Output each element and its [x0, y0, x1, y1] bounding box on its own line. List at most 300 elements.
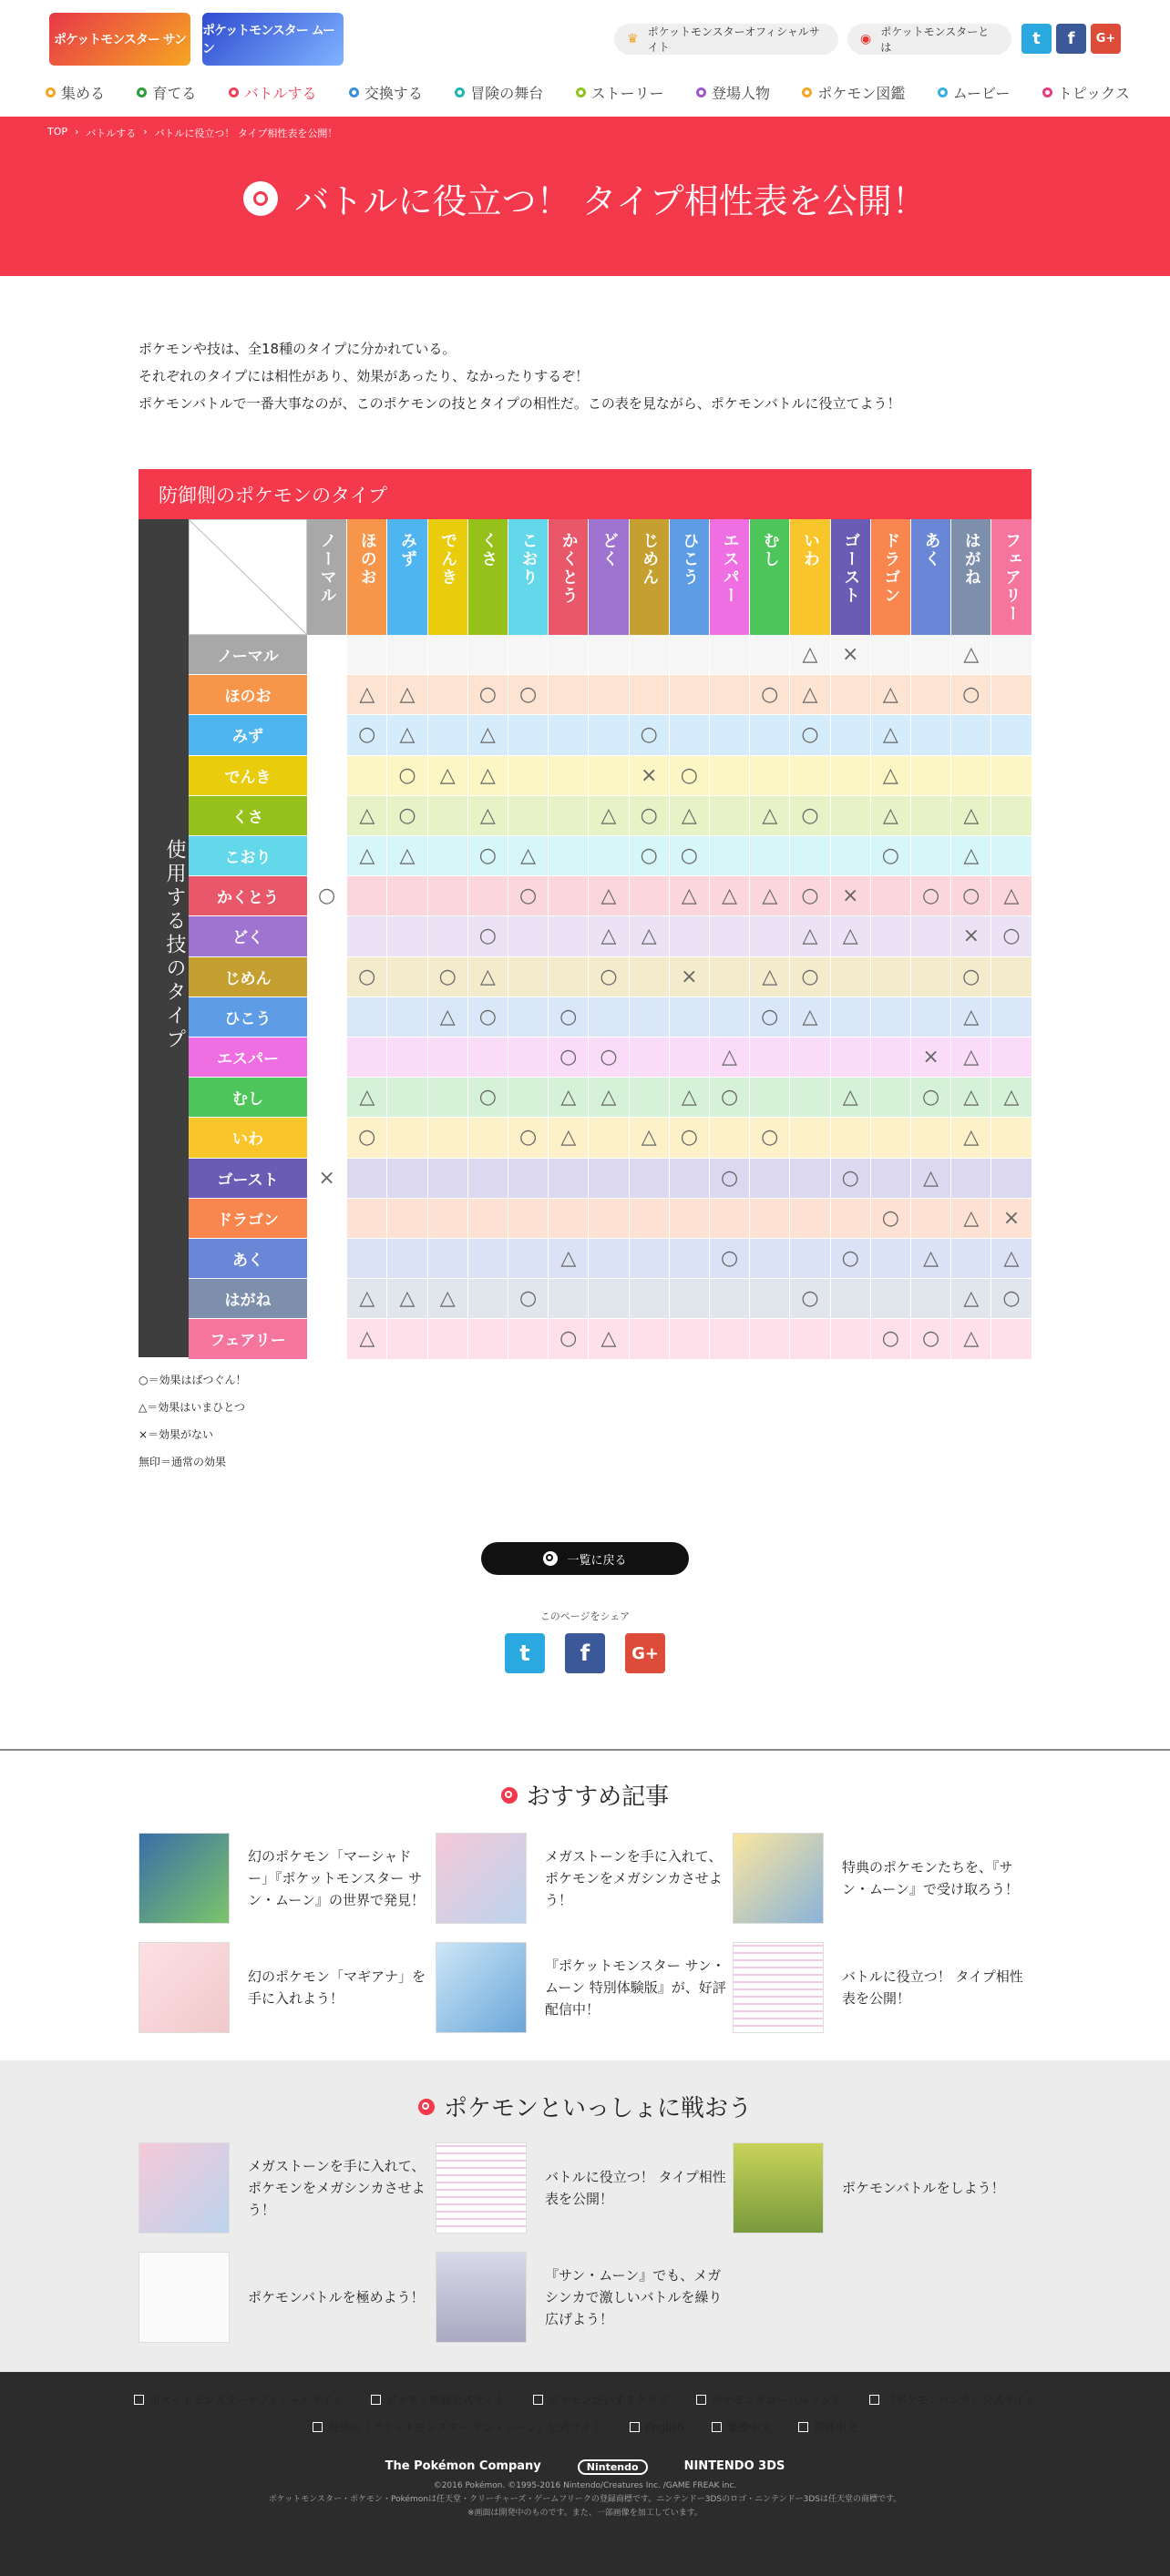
chart-cell: ○	[508, 1279, 549, 1319]
article-title: ポケモンバトルをしよう！	[842, 2180, 1005, 2196]
chart-cell	[750, 1078, 790, 1118]
chart-cell	[790, 1199, 830, 1239]
chart-cell: △	[589, 1319, 629, 1359]
chart-cell	[307, 635, 347, 675]
article-thumbnail	[139, 2142, 230, 2234]
breadcrumb	[47, 126, 337, 140]
row-header-7: どく	[189, 916, 307, 956]
share-twitter-icon[interactable]: t	[505, 1633, 545, 1673]
chart-cell	[750, 1199, 790, 1239]
chart-cell	[871, 1078, 911, 1118]
chart-cell: △	[630, 1118, 670, 1158]
chart-cell	[991, 997, 1031, 1038]
chart-cell	[911, 916, 951, 956]
chart-cell	[387, 957, 427, 997]
intro-text: ポケモンや技は、全18種のタイプに分かれている。 それぞれのタイプには相性があり、効果があったり、なかったりするぞ！ ポケモンバトルで一番大事なのが、このポケモンの技とタイプの相性だ。この表を見ながら、ポケモンバトルに役立てよう！	[139, 341, 901, 412]
chart-cell	[307, 1279, 347, 1319]
chart-cell	[347, 916, 387, 956]
chart-cell: △	[630, 916, 670, 956]
chart-cell: △	[670, 796, 710, 836]
nav-item-4[interactable]	[455, 82, 543, 103]
chart-cell	[911, 1199, 951, 1239]
nintendo-3ds-logo: NINTENDO 3DS	[683, 2459, 785, 2473]
chart-cell	[307, 957, 347, 997]
article-card[interactable]	[436, 1833, 727, 1924]
chart-cell: △	[347, 1279, 387, 1319]
chart-cell	[307, 756, 347, 796]
column-header-11: むし	[750, 519, 790, 635]
article-thumbnail	[436, 1942, 527, 2033]
nav-item-1[interactable]	[137, 82, 196, 103]
chart-cell: △	[387, 675, 427, 715]
row-header-14: ドラゴン	[189, 1199, 307, 1239]
chart-cell	[307, 796, 347, 836]
column-header-12: いわ	[790, 519, 830, 635]
article-card[interactable]	[733, 2142, 1024, 2234]
article-card[interactable]	[733, 1833, 1024, 1924]
nav-dot-icon	[349, 87, 359, 97]
chart-cell	[549, 916, 589, 956]
logo-sun[interactable]: ポケットモンスター サン	[49, 13, 190, 66]
chart-cell	[871, 876, 911, 916]
chart-cell: △	[549, 1239, 589, 1279]
article-title: メガストーンを手に入れて、ポケモンをメガシンカさせよう！	[248, 2158, 426, 2218]
chart-cell	[871, 1118, 911, 1158]
row-header-8: じめん	[189, 957, 307, 997]
footer-link[interactable]: 『ポケモンバンク』公式サイト	[869, 2392, 1036, 2407]
chart-cell	[991, 1319, 1031, 1359]
logo-moon[interactable]: ポケットモンスター ムーン	[202, 13, 344, 66]
chart-cell	[508, 1159, 549, 1199]
chart-cell	[508, 635, 549, 675]
article-card[interactable]	[139, 2252, 430, 2343]
chart-cell	[710, 715, 750, 755]
article-title: 幻のポケモン「マーシャドー」『ポケットモンスター サン・ムーン』の世界で発見！	[248, 1848, 425, 1908]
chart-cell: ○	[710, 1239, 750, 1279]
chart-cell	[468, 876, 508, 916]
nav-item-label: バトルする	[243, 85, 317, 102]
chart-cell: ○	[790, 796, 830, 836]
chart-cell	[790, 1319, 830, 1359]
chart-cell: △	[790, 997, 830, 1038]
chart-cell: ○	[750, 675, 790, 715]
chart-cell: △	[387, 1279, 427, 1319]
nav-item-0[interactable]	[46, 82, 105, 103]
chart-cell: △	[710, 1038, 750, 1078]
chart-cell	[670, 916, 710, 956]
chart-cell	[307, 1038, 347, 1078]
chart-cell	[790, 1239, 830, 1279]
footer-link[interactable]: ポケモングローバルリンク	[696, 2392, 842, 2407]
chart-cell	[307, 997, 347, 1038]
chart-cell	[951, 756, 991, 796]
share-google-plus-icon[interactable]: G+	[625, 1633, 665, 1673]
footer-link[interactable]: ポケモン映画公式サイト	[371, 2392, 506, 2407]
chart-cell: △	[428, 756, 468, 796]
column-header-1: ほのお	[347, 519, 387, 635]
chart-cell	[831, 997, 871, 1038]
chart-cell	[750, 916, 790, 956]
nav-item-label: ムービー	[952, 85, 1011, 102]
pokemon-company-logo: The Pokémon Company	[385, 2459, 541, 2473]
row-header-13: ゴースト	[189, 1159, 307, 1199]
chart-cell: △	[991, 1239, 1031, 1279]
pokeball-icon	[543, 1551, 558, 1566]
pokeball-icon	[418, 2099, 435, 2115]
chart-cell	[468, 1279, 508, 1319]
nav-item-6[interactable]	[696, 82, 770, 103]
chart-cell	[750, 1159, 790, 1199]
chart-cell	[589, 997, 629, 1038]
chart-cell	[630, 1159, 670, 1199]
chart-cell	[790, 1078, 830, 1118]
article-thumbnail	[436, 2252, 527, 2343]
chart-cell	[911, 756, 951, 796]
column-header-14: ドラゴン	[871, 519, 911, 635]
column-header-5: こおり	[508, 519, 549, 635]
chart-cell	[670, 1038, 710, 1078]
chart-cell: △	[951, 1319, 991, 1359]
chart-cell	[347, 997, 387, 1038]
chart-cell	[911, 957, 951, 997]
nav-item-3[interactable]	[349, 82, 423, 103]
chart-cell: ○	[670, 756, 710, 796]
chart-cell: △	[468, 796, 508, 836]
chart-cell: ○	[911, 1078, 951, 1118]
footer-link[interactable]: English	[630, 2419, 684, 2435]
chart-cell	[508, 1239, 549, 1279]
defense-heading: 防御側のポケモンのタイプ	[139, 469, 1031, 519]
chart-cell: △	[347, 675, 387, 715]
chart-cell: ×	[911, 1038, 951, 1078]
chart-cell	[589, 1239, 629, 1279]
chart-cell	[549, 1199, 589, 1239]
chart-cell	[630, 675, 670, 715]
chart-cell	[831, 957, 871, 997]
chart-cell	[831, 675, 871, 715]
google-plus-icon[interactable]: G+	[1091, 24, 1121, 54]
chart-cell	[670, 715, 710, 755]
chart-cell: ○	[468, 997, 508, 1038]
chart-cell: ×	[951, 916, 991, 956]
chart-cell	[387, 916, 427, 956]
footer-link[interactable]: 简体中文	[798, 2419, 857, 2435]
chart-cell: ×	[630, 756, 670, 796]
article-title: バトルに役立つ！ タイプ相性表を公開！	[545, 2169, 726, 2207]
article-thumbnail	[139, 1833, 230, 1924]
chart-cell	[750, 836, 790, 876]
chart-cell	[428, 715, 468, 755]
row-header-6: かくとう	[189, 876, 307, 916]
chart-cell	[831, 1118, 871, 1158]
chart-cell	[670, 1239, 710, 1279]
chart-cell	[468, 1319, 508, 1359]
nav-dot-icon	[1042, 87, 1052, 97]
article-card[interactable]	[139, 1833, 430, 1924]
chart-cell	[991, 836, 1031, 876]
footer-link[interactable]: ポケットモンスターオフィシャルサイト	[134, 2392, 343, 2407]
chart-cell	[710, 1199, 750, 1239]
article-card[interactable]	[436, 1942, 727, 2033]
official-site-link[interactable]: ♛ ポケットモンスターオフィシャルサイト	[614, 24, 838, 55]
chart-cell	[911, 997, 951, 1038]
chart-cell	[549, 876, 589, 916]
footer-links	[0, 2392, 1170, 2407]
chart-cell	[387, 997, 427, 1038]
chart-cell	[387, 1118, 427, 1158]
chart-cell	[991, 1159, 1031, 1199]
chart-cell: △	[911, 1239, 951, 1279]
chart-cell	[307, 916, 347, 956]
chart-cell	[387, 635, 427, 675]
chart-cell: △	[750, 876, 790, 916]
chart-cell	[630, 1078, 670, 1118]
chart-cell	[991, 756, 1031, 796]
chart-cell	[831, 1279, 871, 1319]
chart-cell: ○	[387, 796, 427, 836]
article-card[interactable]	[436, 2252, 727, 2343]
chart-cell	[468, 1038, 508, 1078]
chart-cell	[991, 635, 1031, 675]
row-header-3: でんき	[189, 756, 307, 796]
chart-cell: △	[468, 756, 508, 796]
chart-cell: △	[871, 756, 911, 796]
twitter-icon[interactable]: t	[1021, 24, 1052, 54]
chart-cell	[589, 715, 629, 755]
chart-cell	[508, 715, 549, 755]
chart-cell	[508, 1319, 549, 1359]
chart-cell	[630, 1279, 670, 1319]
chart-cell	[790, 836, 830, 876]
chart-cell	[387, 1199, 427, 1239]
chart-cell: ×	[307, 1159, 347, 1199]
site-header	[0, 0, 1170, 117]
chevron-right-icon: ›	[143, 126, 148, 138]
chart-cell	[831, 1038, 871, 1078]
together-heading: ポケモンといっしょに戦おう	[0, 2090, 1170, 2123]
nav-dot-icon	[576, 87, 586, 97]
article-title: 『ポケットモンスター サン・ムーン 特別体験版』が、好評配信中！	[545, 1958, 726, 2018]
breadcrumb-top[interactable]: TOP	[47, 126, 68, 138]
row-header-1: ほのお	[189, 675, 307, 715]
chart-cell	[630, 1038, 670, 1078]
chart-cell	[670, 1319, 710, 1359]
column-header-9: ひこう	[670, 519, 710, 635]
chart-cell: △	[991, 1078, 1031, 1118]
nav-item-9[interactable]	[1042, 82, 1130, 103]
column-header-6: かくとう	[549, 519, 589, 635]
chart-cell: ×	[991, 1199, 1031, 1239]
pokeball-icon: ◉	[860, 32, 872, 46]
chart-cell	[710, 675, 750, 715]
chart-cell: △	[871, 715, 911, 755]
chart-cell	[991, 796, 1031, 836]
chart-cell: ○	[589, 957, 629, 997]
chart-cell: △	[951, 1078, 991, 1118]
facebook-icon[interactable]: f	[1056, 24, 1086, 54]
chart-cell: ○	[508, 1118, 549, 1158]
chart-cell	[428, 796, 468, 836]
footer-link[interactable]: 海外の『ポケットモンスター サン・ムーン』公式サイト	[313, 2419, 602, 2435]
type-chart	[139, 469, 1031, 1351]
chart-cell	[710, 635, 750, 675]
article-card[interactable]	[139, 2142, 430, 2234]
breadcrumb-battle[interactable]: バトルする	[86, 128, 137, 139]
chart-cell	[589, 675, 629, 715]
column-header-8: じめん	[630, 519, 670, 635]
article-title: バトルに役立つ！ タイプ相性表を公開！	[842, 1968, 1023, 2007]
chart-cell: △	[871, 675, 911, 715]
chart-cell: △	[790, 916, 830, 956]
row-header-16: はがね	[189, 1279, 307, 1319]
chart-cell	[428, 1118, 468, 1158]
row-header-4: くさ	[189, 796, 307, 836]
chart-cell	[428, 1078, 468, 1118]
footer-link[interactable]: 繁體中文	[712, 2419, 771, 2435]
chart-cell	[589, 1118, 629, 1158]
article-thumbnail	[733, 1833, 824, 1924]
chart-cell: △	[347, 796, 387, 836]
footer-link[interactable]: ポケモンだいすきクラブ	[533, 2392, 669, 2407]
chart-cell	[670, 675, 710, 715]
nav-item-label: ストーリー	[590, 85, 664, 102]
recommended-heading: おすすめ記事	[0, 1778, 1170, 1812]
chart-cell: ○	[468, 1078, 508, 1118]
chart-cell	[630, 1199, 670, 1239]
chart-cell	[630, 1239, 670, 1279]
chart-cell	[911, 796, 951, 836]
share-facebook-icon[interactable]: f	[565, 1633, 605, 1673]
nav-item-label: 冒険の舞台	[470, 85, 544, 102]
chart-cell	[790, 756, 830, 796]
chart-cell	[951, 715, 991, 755]
chart-cell	[428, 876, 468, 916]
chart-cell	[670, 997, 710, 1038]
article-card[interactable]	[139, 1942, 430, 2033]
chart-cell	[428, 1038, 468, 1078]
chart-cell	[911, 635, 951, 675]
chart-cell: ○	[951, 876, 991, 916]
chart-cell: ○	[871, 1199, 911, 1239]
chart-cell: ○	[831, 1159, 871, 1199]
nintendo-logo: Nintendo	[578, 2459, 648, 2475]
chart-cell: ○	[630, 796, 670, 836]
nav-dot-icon	[938, 87, 948, 97]
chart-cell: △	[951, 635, 991, 675]
chart-cell	[307, 675, 347, 715]
chart-cell: ×	[831, 876, 871, 916]
chart-cell	[347, 635, 387, 675]
nav-item-label: 育てる	[152, 85, 197, 102]
nav-dot-icon	[46, 87, 56, 97]
chart-cell: △	[387, 715, 427, 755]
chart-cell: ○	[790, 715, 830, 755]
back-to-list-button[interactable]: 一覧に戻る	[481, 1542, 689, 1575]
nav-item-5[interactable]	[576, 82, 664, 103]
chart-cell	[831, 715, 871, 755]
chart-cell	[630, 957, 670, 997]
chart-cell: △	[831, 1078, 871, 1118]
nav-item-label: ポケモン図鑑	[817, 85, 906, 102]
column-header-7: どく	[589, 519, 629, 635]
chart-cell: ○	[790, 876, 830, 916]
chart-cell: ○	[790, 957, 830, 997]
chart-cell	[387, 1159, 427, 1199]
about-pokemon-link[interactable]: ◉ ポケットモンスターとは	[847, 24, 1011, 55]
chart-cell	[468, 1199, 508, 1239]
chevron-right-icon: ›	[75, 126, 79, 138]
chart-cell: ○	[508, 675, 549, 715]
table-corner	[189, 519, 307, 635]
article-card[interactable]	[733, 1942, 1024, 2033]
chart-cell	[589, 635, 629, 675]
chart-cell	[508, 796, 549, 836]
chart-cell	[871, 957, 911, 997]
chart-cell	[347, 756, 387, 796]
main-nav	[46, 82, 1130, 103]
chart-cell: △	[790, 635, 830, 675]
divider	[0, 1749, 1170, 1751]
article-card[interactable]	[436, 2142, 727, 2234]
article-title: ポケモンバトルを極めよう！	[248, 2289, 425, 2305]
chart-cell	[428, 1199, 468, 1239]
chart-cell	[911, 1279, 951, 1319]
chart-cell	[790, 1118, 830, 1158]
chart-cell	[428, 1159, 468, 1199]
chart-cell	[630, 997, 670, 1038]
chart-cell	[911, 715, 951, 755]
chart-cell: ○	[549, 997, 589, 1038]
chart-cell	[871, 1159, 911, 1199]
chart-cell: ○	[710, 1159, 750, 1199]
nav-dot-icon	[137, 87, 147, 97]
chart-cell: ○	[347, 715, 387, 755]
row-header-12: いわ	[189, 1118, 307, 1158]
chart-cell	[710, 1279, 750, 1319]
chart-cell	[750, 715, 790, 755]
chart-cell	[831, 1319, 871, 1359]
chart-cell: △	[428, 997, 468, 1038]
chart-cell: ○	[428, 957, 468, 997]
chart-cell: △	[347, 1078, 387, 1118]
article-thumbnail	[436, 1833, 527, 1924]
chart-cell	[750, 635, 790, 675]
chart-cell	[831, 796, 871, 836]
chart-cell	[630, 876, 670, 916]
chart-cell	[911, 675, 951, 715]
nav-item-7[interactable]	[802, 82, 905, 103]
nav-item-8[interactable]	[938, 82, 1011, 103]
chart-cell: △	[589, 876, 629, 916]
chart-cell: △	[508, 836, 549, 876]
chart-cell	[307, 1199, 347, 1239]
nav-dot-icon	[696, 87, 706, 97]
chart-cell	[750, 1038, 790, 1078]
article-title: 幻のポケモン「マギアナ」を手に入れよう！	[248, 1968, 426, 2007]
chart-cell: △	[951, 836, 991, 876]
row-header-0: ノーマル	[189, 635, 307, 675]
chart-cell	[951, 1159, 991, 1199]
chart-cell: ○	[871, 1319, 911, 1359]
chart-cell	[508, 957, 549, 997]
breadcrumb-current: バトルに役立つ！ タイプ相性表を公開！	[154, 128, 338, 139]
chart-cell	[630, 635, 670, 675]
chart-cell	[710, 1118, 750, 1158]
chart-cell	[710, 997, 750, 1038]
corporate-logos	[0, 2459, 1170, 2475]
nav-item-2[interactable]	[229, 82, 317, 103]
chart-cell	[428, 836, 468, 876]
